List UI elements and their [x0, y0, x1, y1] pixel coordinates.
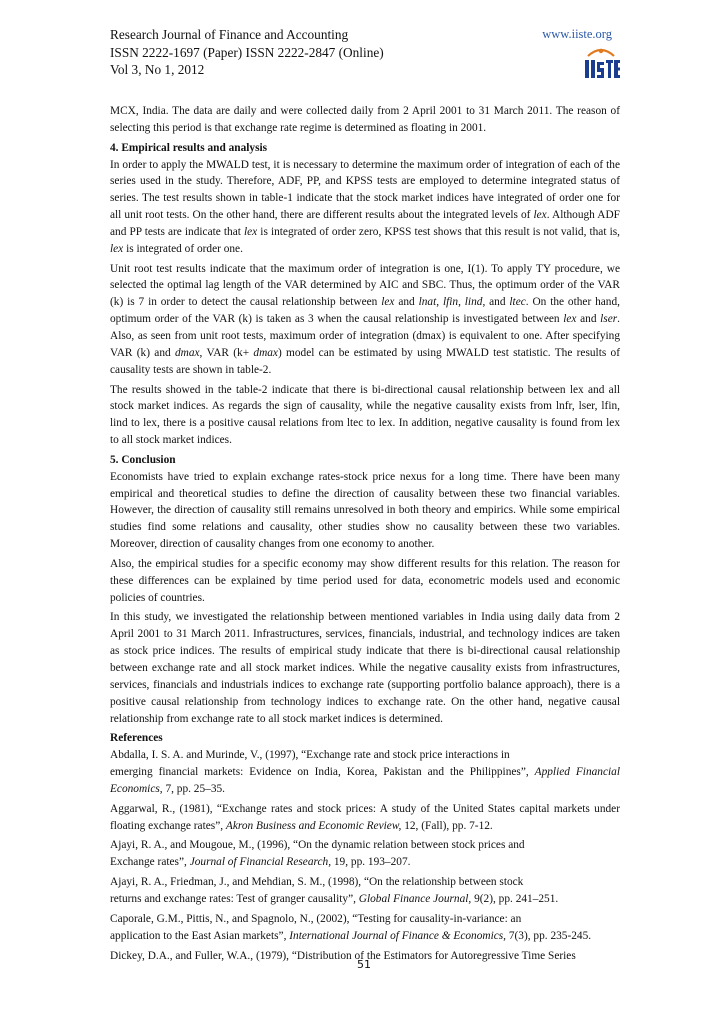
- reference-item: Ajayi, R. A., and Mougoue, M., (1996), “On the dynamic relation between stock prices and Exchange rates”, Journal of Financial Research, 19, pp. 193–207.: [110, 839, 525, 869]
- article-body: [110, 103, 620, 964]
- journal-volume: Vol 3, No 1, 2012: [110, 62, 205, 77]
- section-heading-references: References: [110, 732, 163, 745]
- reference-item: Ajayi, R. A., Friedman, J., and Mehdian, S. M., (1998), “On the relationship between stock returns and exchange rates: Test of granger causality”, Global Finance Journal, 9(2), pp. 241–251.: [110, 876, 559, 905]
- page-number: 51: [357, 958, 371, 971]
- intro-paragraph: MCX, India. The data are daily and were collected daily from 2 April 2001 to 31 March 2011. The reason of selecting this period is that exchange rate regime is determined as floating in 2001.: [110, 105, 620, 134]
- journal-header: [110, 26, 620, 103]
- results-paragraph-1: In order to apply the MWALD test, it is necessary to determine the maximum order of integration of each of the series used in the study. Therefore, ADF, PP, and KPSS tests are employed to determine integrated status of series. The test results shown in table-1 indicate that the stock market indices have integrated of order one for all unit root tests. On the other hand, there are different results about the integrated levels of lex. Although ADF and PP tests are indicate that lex is integrated of order zero, KPSS test shows that this result is not valid, that is, lex is integrated of order one.: [110, 158, 620, 255]
- journal-url-link[interactable]: www.iiste.org: [542, 27, 612, 41]
- journal-issn: ISSN 2222-1697 (Paper) ISSN 2222-2847 (Online): [110, 44, 384, 60]
- conclusion-paragraph-3: In this study, we investigated the relationship between mentioned variables in India using daily data from 2 April 2001 to 31 March 2011. Infrastructures, services, financials, industrial, and technology indices are taken as stock price indices. The results of empirical study indicate that there is bi-directional causal relationship between exchange rate and all stock market indices. While the negative causality exists from infrastructures, services, financials and industrials indices to exchange rate (supporting portfolio balance approach), there is a positive causal relationship from technology indices to exchange rate. On the other hand, negative causal relationship from exchange rate to all stock market indices is determined.: [110, 611, 620, 725]
- conclusion-paragraph-2: Also, the empirical studies for a specific economy may show different results for this relation. The reason for these differences can be explained by time period used for data, econometric models used and economic policies of countries.: [110, 557, 620, 604]
- reference-item: Caporale, G.M., Pittis, N., and Spagnolo, N., (2002), “Testing for causality-in-variance: an application to the East Asian markets”, International Journal of Finance & Economics, 7(3), pp. 235-245.: [110, 912, 592, 942]
- iiste-logo-icon: [582, 42, 620, 84]
- reference-item: Abdalla, I. S. A. and Murinde, V., (1997), “Exchange rate and stock price interactions in emerging financial markets: Evidence on India, Korea, Pakistan and the Philippines”, Applied Financial Economics, 7, pp. 25–35.: [110, 749, 620, 795]
- reference-item: Dickey, D.A., and Fuller, W.A., (1979), “Distribution of the Estimators for Autoregressive Time Series: [110, 949, 576, 962]
- conclusion-paragraph-1: Economists have tried to explain exchange rates-stock price nexus for a long time. There have been many empirical and theoretical studies to define the direction of causality between these two financial variables. However, the direction of causality still remains unresolved in both theory and empirics. While some empirical studies find some relations and causality, other studies show no causality between these two variables. Moreover, direction of causality changes from one economy to another.: [110, 470, 620, 551]
- page-content: [110, 26, 620, 967]
- reference-item: Aggarwal, R., (1981), “Exchange rates and stock prices: A study of the United States capital markets under floating exchange rates”, Akron Business and Economic Review, 12, (Fall), pp. 7-12.: [110, 802, 620, 832]
- section-heading-results: 4. Empirical results and analysis: [110, 141, 268, 154]
- section-heading-conclusion: 5. Conclusion: [110, 453, 176, 466]
- references-list: [110, 730, 620, 964]
- results-paragraph-2: Unit root test results indicate that the maximum order of integration is one, I(1). To apply TY procedure, we selected the optimal lag length of the VAR determined by AIC and SBC. Thus, the optimum order of the VAR (k) is 7 in order to detect the causal relationship between lex and lnat, lfin, lind, and ltec. On the other hand, optimum order of the VAR (k) is taken as 3 when the causal relationship is investigated between lex and lser. Also, as seen from unit root tests, maximum order of integration (dmax) is equivalent to one. After specifying VAR (k) and dmax, VAR (k+ dmax) model can be estimated by using MWALD test statistic. The results of causality tests are shown in table-2.: [110, 262, 620, 376]
- journal-title: Research Journal of Finance and Accounting: [110, 27, 349, 42]
- results-paragraph-3: The results showed in the table-2 indicate that there is bi-directional causal relationship between lex and all stock market indices. As regards the sign of causality, while the negative causality exists from lnfr, lser, lfin, lind to lex, there is a positive causal relations from ltec to lex. In addition, negative causality is found from lex to all stock market indices.: [110, 383, 620, 447]
